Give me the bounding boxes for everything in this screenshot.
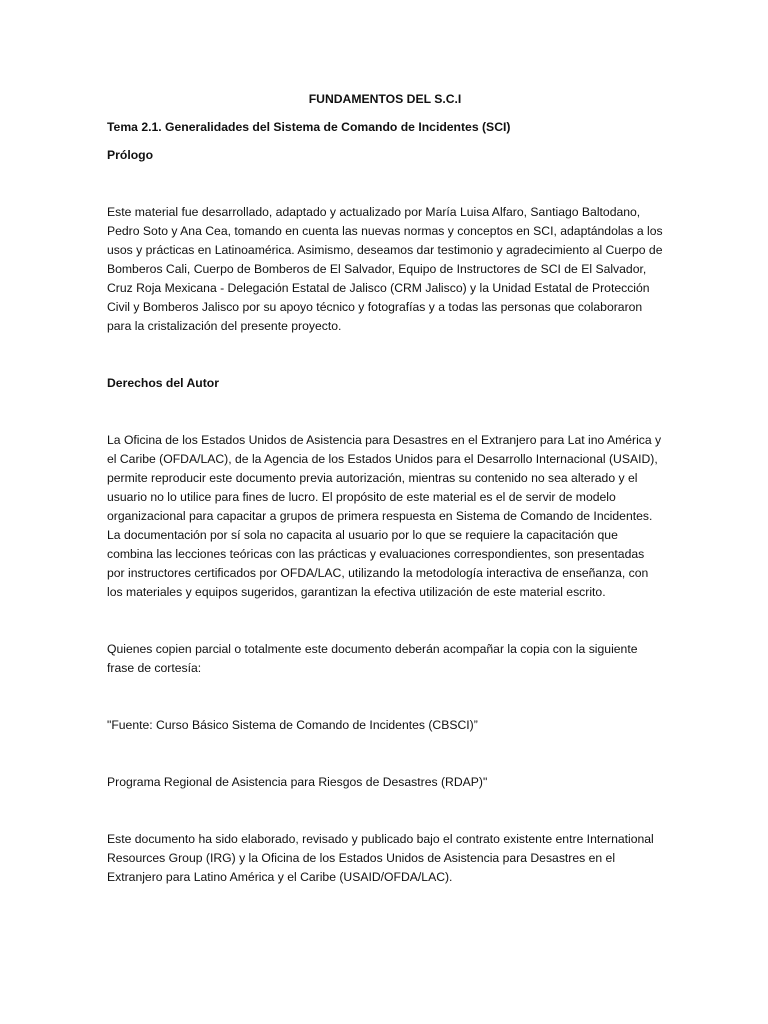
fuente-paragraph: "Fuente: Curso Básico Sistema de Comando de Incidentes (CBSCI)” (107, 718, 478, 732)
section-heading-prologo: Prólogo (107, 148, 154, 162)
section-heading-derechos: Derechos del Autor (107, 376, 219, 390)
prologo-paragraph: Este material fue desarrollado, adaptado y actualizado por María Luisa Alfaro, Santiago Baltodano, Pedro Soto y Ana Cea, tomando en cuenta las nuevas normas y conceptos en SCI, adaptándolas a los usos y prácticas en Latinoamérica. Asimismo, deseamos dar testimonio y agradecimiento al Cuerpo de Bomberos Cali, Cuerpo de Bomberos de El Salvador, Equipo de Instructores de SCI de El Salvador, Cruz Roja Mexicana - Delegación Estatal de Jalisco (CRM Jalisco) y la Unidad Estatal de Protección Civil y Bomberos Jalisco por su apoyo técnico y fotografías y a todas las personas que colaboraron para la cristalización del presente proyecto. (107, 205, 663, 333)
derechos-paragraph: La Oficina de los Estados Unidos de Asistencia para Desastres en el Extranjero para Lat ino América y el Caribe (OFDA/LAC), de la Agencia de los Estados Unidos para el Desarrollo Internacional (USAID), permite reproducir este documento previa autorización, mientras su contenido no sea alterado y el usuario no lo utilice para fines de lucro. El propósito de este material es el de servir de modelo organizacional para capacitar a grupos de primera respuesta en Sistema de Comando de Incidentes. La documentación por sí sola no capacita al usuario por lo que se requiere la capacitación que combina las lecciones teóricas con las prácticas y evaluaciones correspondientes, son presentadas por instructores certificados por OFDA/LAC, utilizando la metodología interactiva de enseñanza, con los materiales y equipos sugeridos, garantizan la efectiva utilización de este material escrito. (107, 433, 662, 599)
document-body (107, 90, 663, 887)
section-heading-tema: Tema 2.1. Generalidades del Sistema de Comando de Incidentes (SCI) (107, 120, 511, 134)
quienes-paragraph: Quienes copien parcial o totalmente este documento deberán acompañar la copia con la siguiente frase de cortesía: (107, 642, 638, 675)
programa-paragraph: Programa Regional de Asistencia para Riesgos de Desastres (RDAP)" (107, 775, 488, 789)
elaborado-paragraph: Este documento ha sido elaborado, revisado y publicado bajo el contrato existente entre International Resources Group (IRG) y la Oficina de los Estados Unidos de Asistencia para Desastres en el Extranjero para Latino América y el Caribe (USAID/OFDA/LAC). (107, 832, 654, 884)
document-title: FUNDAMENTOS DEL S.C.I (308, 92, 462, 106)
